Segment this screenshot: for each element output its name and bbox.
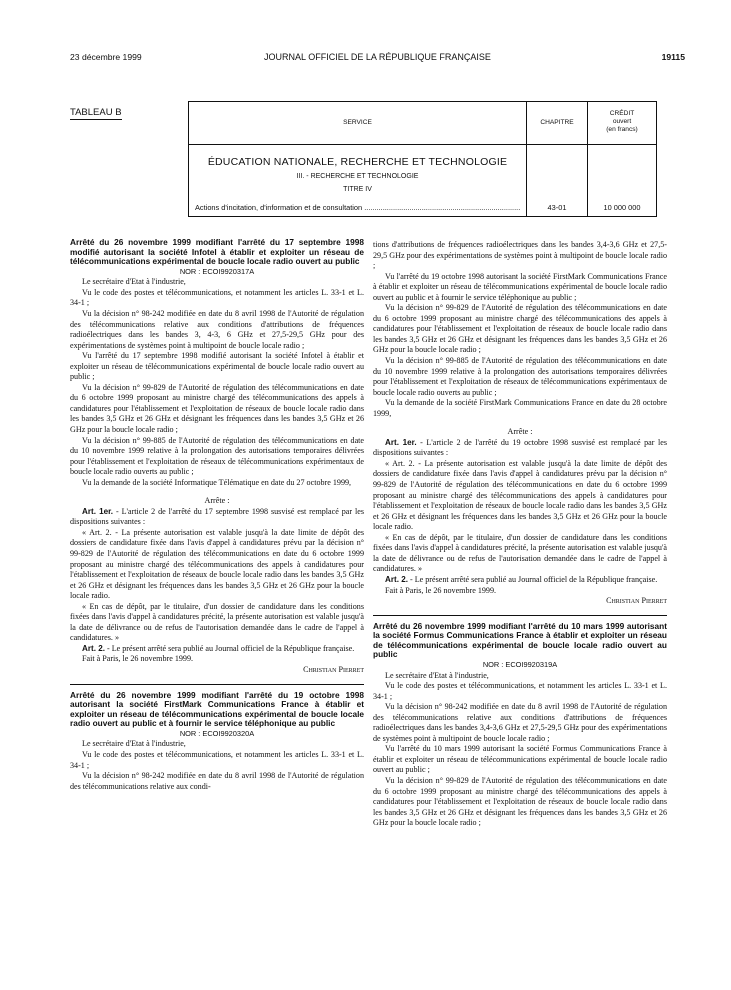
article-paragraph — [373, 438, 667, 459]
paragraph: Vu le code des postes et télécommunications, et notamment les articles L. 33-1 et L. 34-1 ; — [70, 750, 364, 770]
quoted-paragraph: « En cas de dépôt, par le titulaire, d'un dossier de candidature dans les conditions fixées dans l'avis d'appel à candidatures précité, la présente autorisation est valable jusqu'à la date de délivrance ou de refus de l'autorisation demandée dans le cadre de l'appel à candidatures. » — [373, 532, 667, 574]
col-header-credit-line: (en francs) — [606, 126, 638, 133]
decree-title: Arrêté du 26 novembre 1999 modifiant l'arrêté du 17 septembre 1998 modifié autorisant la société Infotel à établir et exploiter un réseau de télécommunications expérimental de boucle locale radio ouvert au public — [70, 237, 364, 267]
header-journal-title: JOURNAL OFFICIEL DE LA RÉPUBLIQUE FRANÇAISE — [264, 52, 491, 62]
paragraph: Vu la décision n° 99-885 de l'Autorité de régulation des télécommunications en date du 10 novembre 1999 relative à la prolongation des autorisations temporaires délivrées pour l'établissement et l'exploitation de réseaux de télécommunications expérimentaux de boucle locale radio ouverts au public ; — [70, 435, 364, 477]
article-label: Art. 1er. — [82, 506, 114, 516]
arrete-heading: Arrête : — [204, 496, 230, 506]
article-label: Art. 2. — [82, 643, 105, 653]
header-date: 23 décembre 1999 — [70, 52, 142, 62]
decree-title: Arrêté du 26 novembre 1999 modifiant l'arrêté du 10 mars 1999 autorisant la société Formus Communications France à établir et exploiter un réseau de télécommunications expérimental de boucle locale radio ouvert au public — [373, 620, 667, 660]
paragraph: Vu la décision n° 99-829 de l'Autorité de régulation des télécommunications en date du 6 octobre 1999 proposant au ministre chargé des télécommunications des appels à candidatures pour l'établissement et l'exploitation de réseaux de boucle locale radio dans les bandes 3,5 GHz et 26 GHz et désignant les fréquences dans les bandes 3,5 GHz et 26 GHz pour la boucle locale radio ; — [70, 382, 364, 434]
paragraph: Vu la décision n° 98-242 modifiée en date du 8 avril 1998 de l'Autorité de régulation des télécommunications relative aux conditions d'attributions de fréquences radioélectriques dans les bandes 3, 4-3, 6 GHz et 27,5-29,5 GHz pour des expérimentations de systèmes point à multipoint de boucle locale radio ; — [70, 308, 364, 350]
nor-reference: NOR : ECOI9920320A — [179, 728, 255, 738]
paragraph: Vu la décision n° 98-242 modifiée en date du 8 avril 1998 de l'Autorité de régulation des télécommunications relative aux condi- — [70, 771, 364, 791]
paragraph: Vu l'arrêté du 17 septembre 1998 modifié autorisant la société Infotel à établir et exploiter un réseau de télécommunications expérimental de boucle locale radio ouvert au public ; — [70, 351, 364, 382]
article-text: - Le présent arrêté sera publié au Journal officiel de la République française. — [104, 643, 355, 653]
article-label: Art. 2. — [385, 574, 408, 584]
arrete-heading: Arrête : — [507, 427, 533, 437]
page-header — [70, 52, 685, 66]
row-label: Actions d'incitation, d'information et de consultation ..... — [195, 203, 520, 212]
paragraph: Vu la décision n° 98-242 modifiée en date du 8 avril 1998 de l'Autorité de régulation des télécommunications relative aux conditions d'attributions de fréquences radioélectriques dans les bandes 3,4-3,6 GHz et 27,5-29,5 GHz pour des expérimentations de systèmes point à multipoint de boucle locale radio ; — [373, 702, 667, 743]
col-header-credit-line: ouvert — [612, 118, 632, 125]
section-rule — [70, 684, 364, 685]
quoted-paragraph: « Art. 2. - La présente autorisation est valable jusqu'à la date limite de dépôt des dossiers de candidature fixée dans l'avis d'appel à candidatures prévu par la décision n° 99-829 de l'Autorité de régulation des télécommunications en date du 6 octobre 1999 proposant au ministre chargé des télécommunications des appels à candidatures pour l'établissement et l'exploitation de réseaux de boucle locale radio dans les bandes 3,5 GHz et 26 GHz et désignant les fréquences dans les bandes 3,5 GHz et 26 GHz pour la boucle locale radio. — [70, 527, 364, 601]
section-title: III. - RECHERCHE ET TECHNOLOGIE — [296, 173, 419, 180]
table-name: TABLEAU B — [70, 107, 122, 118]
row-chapitre: 43-01 — [547, 203, 567, 212]
done-at: Fait à Paris, le 26 novembre 1999. — [385, 585, 497, 595]
signature: Christian Pierret — [303, 665, 364, 675]
row-credit: 10 000 000 — [603, 203, 641, 212]
article-paragraph — [70, 644, 364, 655]
paragraph: Vu la décision n° 99-829 de l'Autorité de régulation des télécommunications en date du 6 octobre 1999 proposant au ministre chargé des télécommunications des appels à candidatures pour l'établissement et l'exploitation de réseaux de boucle locale radio dans les bandes 3,5 GHz et 26 GHz et désignant les fréquences dans les bandes 3,5 GHz et 26 GHz pour la boucle locale radio ; — [373, 303, 667, 355]
article-paragraph — [70, 507, 364, 528]
right-column — [373, 240, 667, 829]
paragraph: Vu le code des postes et télécommunications, et notamment les articles L. 33-1 et L. 34-1 ; — [373, 681, 667, 701]
paragraph: Le secrétaire d'Etat à l'industrie, — [82, 739, 186, 749]
article-text: - L'article 2 de l'arrêté du 19 octobre 1998 susvisé est remplacé par les dispositions suivantes : — [373, 437, 667, 458]
paragraph: Vu la décision n° 99-885 de l'Autorité de régulation des télécommunications en date du 10 novembre 1999 relative à la prolongation des autorisations temporaires délivrées pour l'établissement et l'exploitation de réseaux de télécommunications expérimentaux de boucle locale radio ouverts au public ; — [373, 356, 667, 397]
signature: Christian Pierret — [606, 596, 667, 606]
nor-reference: NOR : ECOI9920317A — [179, 266, 255, 276]
col-header-chapitre: CHAPITRE — [540, 119, 574, 126]
article-paragraph — [373, 575, 667, 586]
paragraph: Vu la demande de la société FirstMark Communications France en date du 28 octobre 1999, — [373, 398, 667, 418]
article-text: - L'article 2 de l'arrêté du 17 septembre 1998 susvisé est remplacé par les dispositions suivantes : — [70, 506, 364, 527]
article-text: - Le présent arrêté sera publié au Journal officiel de la République française. — [407, 574, 658, 584]
decree-title: Arrêté du 26 novembre 1999 modifiant l'arrêté du 19 octobre 1998 autorisant la société FirstMark Communications France à établir et exploiter un réseau de télécommunications expérimental de boucle locale radio ouvert au public et à fournir le service téléphonique au public — [70, 689, 364, 729]
paragraph: Vu la demande de la société Informatique Télématique en date du 27 octobre 1999, — [82, 477, 352, 487]
paragraph: tions d'attributions de fréquences radioélectriques dans les bandes 3,4-3,6 GHz et 27,5-29,5 GHz pour des expérimentations de systèmes point à multipoint de boucle locale radio ; — [373, 240, 667, 271]
nor-reference: NOR : ECOI9920319A — [482, 659, 558, 669]
paragraph: Le secrétaire d'Etat à l'industrie, — [385, 670, 489, 680]
paragraph: Vu le code des postes et télécommunications, et notamment les articles L. 33-1 et L. 34-1 ; — [70, 287, 364, 308]
paragraph: Vu la décision n° 99-829 de l'Autorité de régulation des télécommunications en date du 6 octobre 1999 proposant au ministre chargé des télécommunications des appels à candidatures pour l'établissement et l'exploitation de réseaux de boucle locale radio dans les bandes 3,5 GHz et 26 GHz et désignant les fréquences dans les bandes 3,5 GHz et 26 GHz pour la boucle locale radio ; — [373, 775, 667, 828]
quoted-paragraph: « En cas de dépôt, par le titulaire, d'un dossier de candidature dans les conditions fixées dans l'avis d'appel à candidatures précité, la présente autorisation est valable jusqu'à la date de délivrance ou de refus de l'autorisation demandée dans le cadre de l'appel à candidatures. » — [70, 601, 364, 643]
article-label: Art. 1er. — [385, 437, 417, 447]
col-header-service: SERVICE — [343, 119, 372, 126]
header-page-number: 19115 — [661, 52, 685, 62]
paragraph: Le secrétaire d'Etat à l'industrie, — [82, 277, 186, 287]
col-header-credit-line: CRÉDIT — [609, 110, 635, 117]
paragraph: Vu l'arrêté du 19 octobre 1998 autorisant la société FirstMark Communications France à établir et exploiter un réseau de télécommunications expérimental de boucle locale radio ouvert au public et à fournir le service téléphonique au public ; — [373, 271, 667, 302]
left-column — [70, 238, 364, 792]
table-header-rule — [189, 144, 656, 145]
titre-label: TITRE IV — [343, 186, 372, 193]
ministry-title: ÉDUCATION NATIONALE, RECHERCHE ET TECHNOLOGIE — [207, 156, 508, 168]
quoted-paragraph: « Art. 2. - La présente autorisation est valable jusqu'à la date limite de dépôt des dossiers de candidature fixée dans l'avis d'appel à candidatures prévu par la décision n° 99-829 de l'Autorité de régulation des télécommunications en date du 6 octobre 1999 proposant au ministre chargé des télécommunications des appels à candidatures pour l'établissement et l'exploitation de réseaux de boucle locale radio dans les bandes 3,5 GHz et 26 GHz et désignant les fréquences dans les bandes 3,5 GHz et 26 GHz pour la boucle locale radio. — [373, 458, 667, 532]
section-rule — [373, 615, 667, 616]
col-header-credit — [588, 110, 656, 134]
budget-table — [188, 101, 657, 217]
paragraph: Vu l'arrêté du 10 mars 1999 autorisant la société Formus Communications France à établir et exploiter un réseau de télécommunications expérimental de boucle locale radio ouvert au public ; — [373, 744, 667, 775]
done-at: Fait à Paris, le 26 novembre 1999. — [82, 654, 194, 664]
